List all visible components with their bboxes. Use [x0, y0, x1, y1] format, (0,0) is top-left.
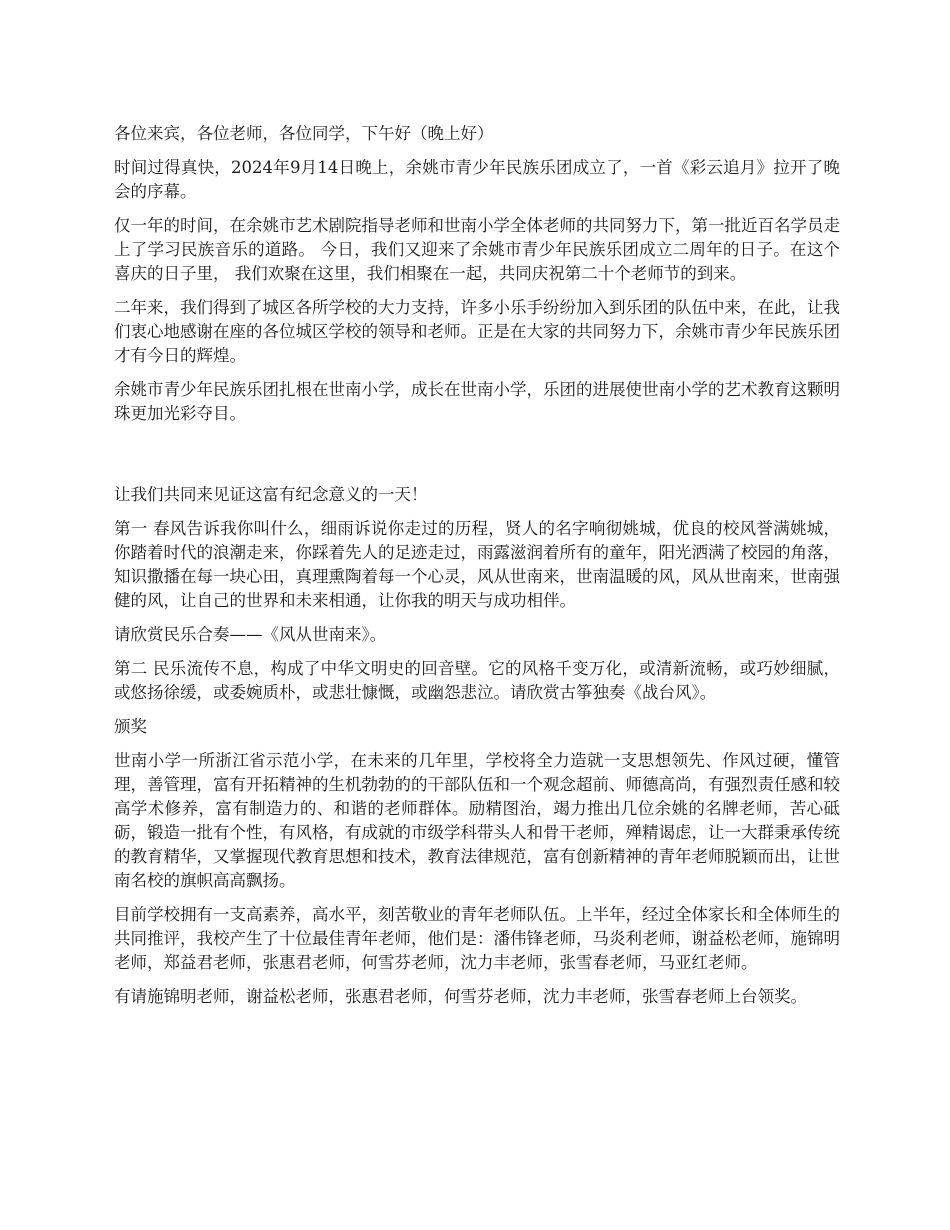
- thanks-paragraph: 二年来，我们得到了城区各所学校的大力支持，许多小乐手纷纷加入到乐团的队伍中来，在此，让我们衷心地感谢在座的各位城区学校的领导和老师。正是在大家的共同努力下，余姚市青少年民族乐团才有今日的辉煌。: [114, 298, 840, 365]
- program-two-paragraph: 第二 民乐流传不息，构成了中华文明史的回音壁。它的风格千变万化，或清新流畅，或巧妙细腻，或悠扬徐缓，或委婉质朴，或悲壮慷慨，或幽怨悲泣。请欣赏古筝独奏《战台风》。: [114, 659, 840, 702]
- program-one-intro: 请欣赏民乐合奏——《风从世南来》。: [114, 625, 387, 644]
- roots-paragraph: 余姚市青少年民族乐团扎根在世南小学，成长在世南小学，乐团的进展使世南小学的艺术教育这颗明珠更加光彩夺目。: [114, 380, 840, 423]
- section-spacer: [114, 436, 840, 483]
- greeting-paragraph: 各位来宾，各位老师，各位同学，下午好（晚上好）: [114, 124, 494, 143]
- school-vision-paragraph: 世南小学一所浙江省示范小学，在未来的几年里，学校将全力造就一支思想领先、作风过硬，懂管理，善管理，富有开拓精神的生机勃勃的的干部队伍和一个观念超前、师德高尚，有强烈责任感和较高学术修养，富有制造力的、和谐的老师群体。励精图治，竭力推出几位余姚的名牌老师，苦心砥砺，锻造一批有个性，有风格，有成就的市级学科带头人和骨干老师，殚精谒虑，让一大群秉承传统的教育精华，又掌握现代教育思想和技术，教育法律规范，富有创新精神的青年老师脱颖而出，让世南名校的旗帜高高飘扬。: [114, 751, 840, 890]
- opening-paragraph: 时间过得真快，2024年9月14日晚上，余姚市青少年民族乐团成立了，一首《彩云追月》拉开了晚会的序幕。: [114, 158, 840, 201]
- award-invitation-paragraph: 有请施锦明老师，谢益松老师，张惠君老师，何雪芬老师，沈力丰老师，张雪春老师上台领奖。: [114, 987, 807, 1006]
- program-one-paragraph: 第一 春风告诉我你叫什么，细雨诉说你走过的历程，贤人的名字响彻姚城，优良的校风誉满姚城，你踏着时代的浪潮走来，你踩着先人的足迹走过，雨露滋润着所有的童年，阳光洒满了校园的角落，知识撒播在每一块心田，真理熏陶着每一个心灵，风从世南来，世南温暖的风，风从世南来，世南强健的风，让自己的世界和未来相通，让你我的明天与成功相伴。: [114, 519, 840, 610]
- young-teachers-paragraph: 目前学校拥有一支高素养，高水平，刻苦敬业的青年老师队伍。上半年，经过全体家长和全体师生的共同推评，我校产生了十位最佳青年老师，他们是：潘伟锋老师，马炎利老师，谢益松老师，施锦明老师，郑益君老师，张惠君老师，何雪芬老师，沈力丰老师，张雪春老师，马亚红老师。: [114, 905, 840, 972]
- witness-paragraph: 让我们共同来见证这富有纪念意义的一天！: [114, 485, 428, 504]
- history-paragraph: 仅一年的时间，在余姚市艺术剧院指导老师和世南小学全体老师的共同努力下，第一批近百名学员走上了学习民族音乐的道路。 今日，我们又迎来了余姚市青少年民族乐团成立二周年的日子。在这个喜庆的日子里， 我们欢聚在这里，我们相聚在一起，共同庆祝第二十个老师节的到来。: [114, 216, 840, 283]
- award-heading: 颁奖: [114, 717, 147, 736]
- document-page: [114, 122, 840, 1019]
